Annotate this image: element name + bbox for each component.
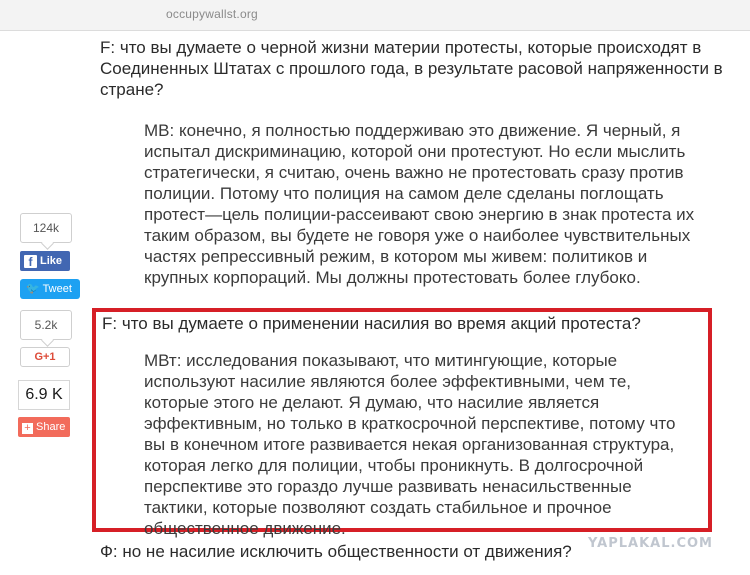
answer-2: МВт: исследования показывают, что митингующие, которые используют насилие являются более эффективными, чем те, которые этого не делают. Я думаю, что насилие является эффективным, но только в краткосрочной перспективе, потому что вы в конечном итоге развивается некая организованная структура, которая легко для полиции, чтобы проникнуть. В долгосрочной перспективе это гораздо лучше развивать ненасильственные тактики, которые позволяют создать стабильное и прочное общественное движение. <box>144 351 676 538</box>
facebook-like-button[interactable] <box>20 251 70 271</box>
answer-1: MB: конечно, я полностью поддерживаю это движение. Я черный, я испытал дискриминацию, которой они протестуют. Но если мыслить стратегически, я считаю, очень важно не протестовать сразу против полиции. Потому что полиция на самом деле сделаны поглощать протест—цель полиции-рассеивают свою энергию в знак протеста их таким образом, вы будете не говоря уже о наиболее чувствительных частях репрессивный режим, в котором мы живем: политиков и крупных корпораций. Мы должны протестовать более глубоко. <box>144 121 695 287</box>
facebook-count: 124k <box>20 213 72 243</box>
total-share-count: 6.9 K <box>18 380 70 410</box>
tweet-label: Tweet <box>42 283 72 295</box>
facebook-like-label: Like <box>40 255 63 267</box>
google-plus-count: 5.2k <box>20 310 72 340</box>
question-2: F: что вы думаете о применении насилия во время акций протеста? <box>102 314 641 333</box>
question-3: Ф: но не насилие исключить общественности от движения? <box>100 542 572 561</box>
browser-address-bar[interactable] <box>0 0 750 31</box>
facebook-icon: f <box>24 255 37 268</box>
twitter-icon: 🐦 <box>26 283 40 295</box>
google-plus-button[interactable]: G+1 <box>20 347 70 367</box>
url-text[interactable]: occupywallst.org <box>166 7 258 21</box>
share-label: Share <box>36 421 66 433</box>
plus-icon: + <box>22 423 33 434</box>
twitter-tweet-button[interactable] <box>20 279 80 299</box>
question-1: F: что вы думаете о черной жизни материи протесты, которые происходят в Соединенных Штатах с прошлого года, в результате расовой напряженности в стране? <box>100 38 723 99</box>
share-button[interactable] <box>18 417 70 437</box>
watermark-logo: YAPLAKAL.COM <box>588 536 713 551</box>
